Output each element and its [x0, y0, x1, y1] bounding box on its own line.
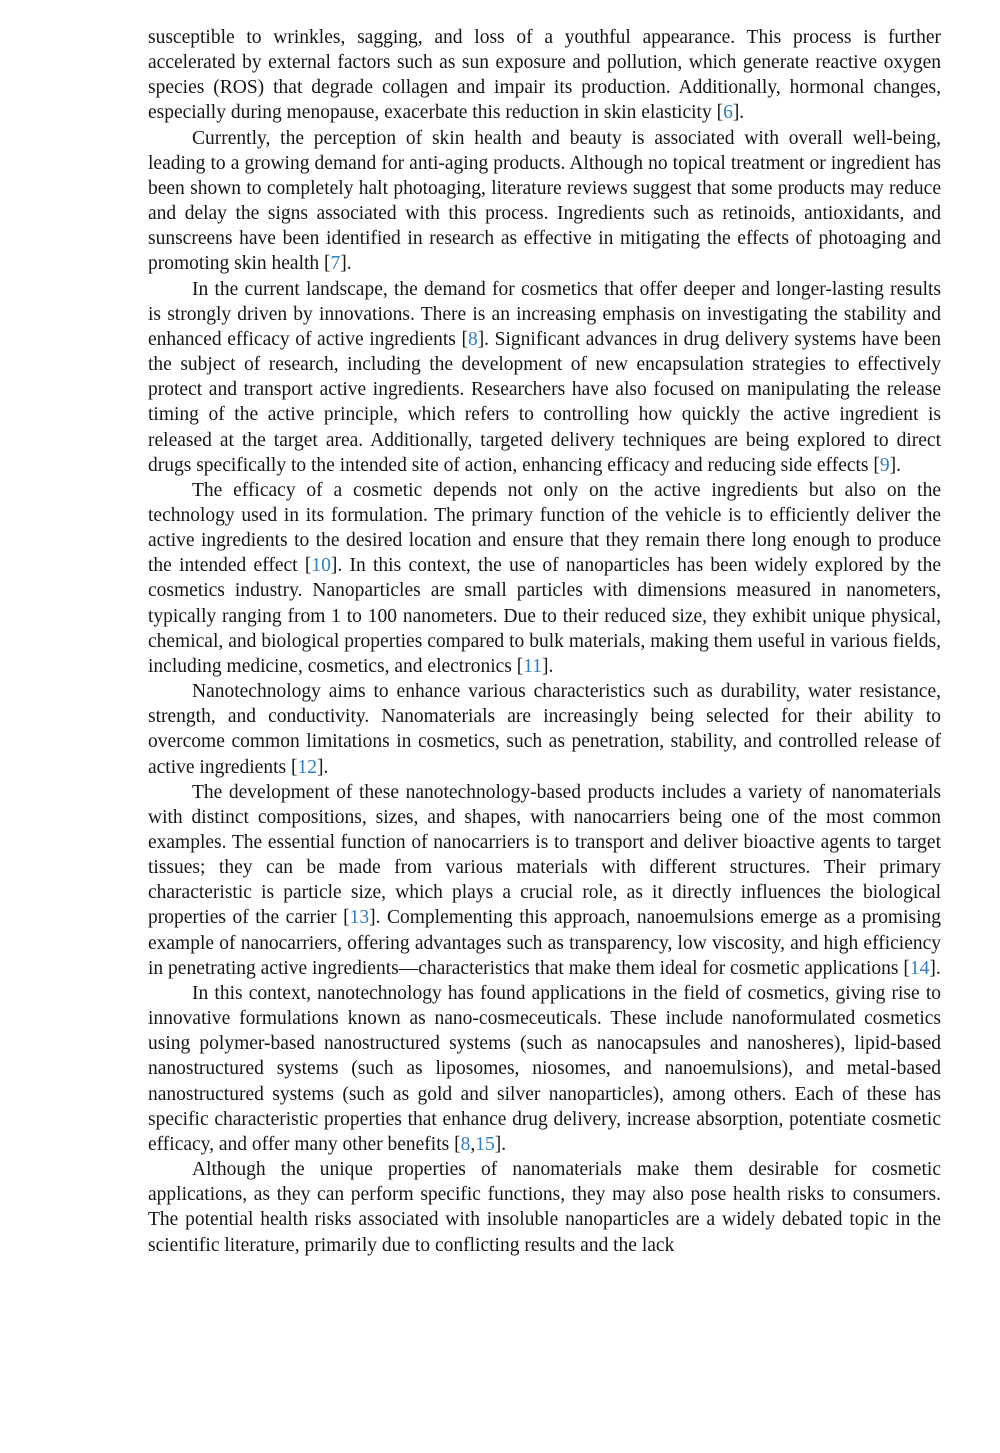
citation-link[interactable]: 10: [311, 555, 331, 577]
paragraph: Nanotechnology aims to enhance various characteristics such as durability, water resistance, strength, and conductivity. Nanomaterials are increasingly being selected for their ability to overcome common limitations in cosmetics, such as penetration, stability, and controlled release of active ingredients [12].: [148, 681, 941, 778]
paragraph: In this context, nanotechnology has found applications in the field of cosmetics, giving rise to innovative formulations known as nano-cosmeceuticals. These include nanoformulated cosmetics using polymer-based nanostructured systems (such as nanocapsules and nanosheres), lipid-based nanostructured systems (such as liposomes, niosomes, and nanoemulsions), and metal-based nanostructured systems (such as gold and silver nanoparticles), among others. Each of these has specific characteristic properties that enhance drug delivery, increase absorption, potentiate cosmetic efficacy, and offer many other benefits [8,15].: [148, 982, 941, 1155]
citation-link[interactable]: 8: [460, 1133, 471, 1155]
paragraph: Currently, the perception of skin health and beauty is associated with overall well-being, leading to a growing demand for anti-aging products. Although no topical treatment or ingredient has been shown to completely halt photoaging, literature reviews suggest that some products may reduce and delay the signs associated with this process. Ingredients such as retinoids, antioxidants, and sunscreens have been identified in research as effective in mitigating the effects of photoaging and promoting skin health [7].: [148, 127, 941, 275]
citation-link[interactable]: 9: [879, 454, 890, 476]
citation-link[interactable]: 12: [297, 756, 317, 778]
paragraph: susceptible to wrinkles, sagging, and loss of a youthful appearance. This process is further accelerated by external factors such as sun exposure and pollution, which generate reactive oxygen species (ROS) that degrade collagen and impair its production. Additionally, hormonal changes, especially during menopause, exacerbate this reduction in skin elasticity [6].: [148, 27, 941, 124]
paragraph: The development of these nanotechnology-based products includes a variety of nanomaterials with distinct compositions, sizes, and shapes, with nanocarriers being one of the most common examples. The essential function of nanocarriers is to transport and deliver bioactive agents to target tissues; they can be made from various materials with different structures. Their primary characteristic is particle size, which plays a crucial role, as it directly influences the biological properties of the carrier [13]. Complementing this approach, nanoemulsions emerge as a promising example of nanocarriers, offering advantages such as transparency, low viscosity, and high efficiency in penetrating active ingredients—characteristics that make them ideal for cosmetic applications [14].: [148, 781, 941, 979]
citation-link[interactable]: 13: [349, 907, 370, 929]
citation-link[interactable]: 11: [523, 655, 543, 677]
citation-link[interactable]: 8: [467, 328, 478, 350]
citation-link[interactable]: 15: [475, 1133, 495, 1155]
citation-link[interactable]: 7: [330, 253, 341, 275]
citation-link[interactable]: 6: [723, 102, 733, 124]
article-body: [148, 25, 941, 1258]
citation-link[interactable]: 14: [909, 957, 930, 979]
paragraph: The efficacy of a cosmetic depends not only on the active ingredients but also on the technology used in its formulation. The primary function of the vehicle is to efficiently deliver the active ingredients to the desired location and ensure that they remain there long enough to produce the intended effect [10]. In this context, the use of nanoparticles has been widely explored by the cosmetics industry. Nanoparticles are small particles with dimensions measured in nanometers, typically ranging from 1 to 100 nanometers. Due to their reduced size, they exhibit unique physical, chemical, and biological properties compared to bulk materials, making them useful in various fields, including medicine, cosmetics, and electronics [11].: [148, 479, 941, 677]
paragraph: Although the unique properties of nanomaterials make them desirable for cosmetic applications, as they can perform specific functions, they may also pose health risks to consumers. The potential health risks associated with insoluble nanoparticles are a widely debated topic in the scientific literature, primarily due to conflicting results and the lack: [148, 1159, 941, 1256]
paragraph: In the current landscape, the demand for cosmetics that offer deeper and longer-lasting results is strongly driven by innovations. There is an increasing emphasis on investigating the stability and enhanced efficacy of active ingredients [8]. Significant advances in drug delivery systems have been the subject of research, including the development of new encapsulation strategies to effectively protect and transport active ingredients. Researchers have also focused on manipulating the release timing of the active principle, which refers to controlling how quickly the active ingredient is released at the target area. Additionally, targeted delivery techniques are being explored to direct drugs specifically to the intended site of action, enhancing efficacy and reducing side effects [9].: [148, 278, 941, 476]
